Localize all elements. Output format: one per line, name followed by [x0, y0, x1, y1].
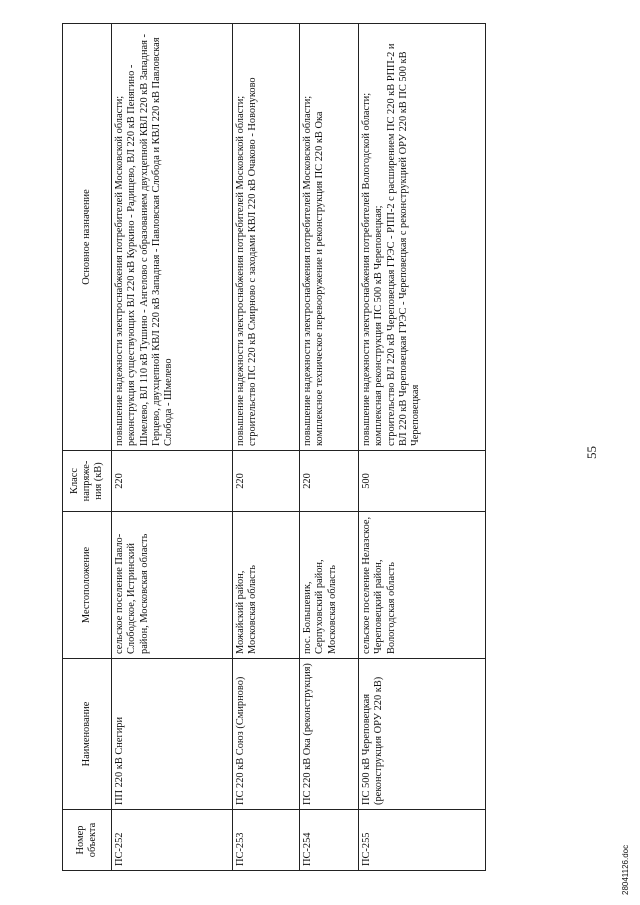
- object-number: ПС-253: [233, 810, 300, 871]
- header-voltage-class: Класс напряже-ния (кВ): [63, 451, 112, 512]
- purpose-line: строительство ВЛ 220 кВ Череповецкая ГРЭС - РПП-2 с расширением ПС 220 кВ РПП-2 и ВЛ 220 кВ Череповецкая ГРЭС - Череповецкая с реконструкцией ОРУ 220 кВ ПС 500 кВ Череповецкая: [385, 43, 422, 446]
- purpose-line: повышение надежности электроснабжения потребителей Московской области;: [114, 95, 125, 446]
- header-location: Местоположение: [63, 512, 112, 659]
- object-purpose: [233, 24, 300, 451]
- object-location: Можайский район, Московская область: [233, 512, 300, 659]
- purpose-line: комплексная реконструкция ПС 500 кВ Череповецкая;: [373, 205, 385, 446]
- page-number: 55: [584, 446, 599, 459]
- purpose-line: повышение надежности электроснабжения потребителей Вологодской области;: [361, 92, 372, 446]
- object-voltage: 220: [112, 451, 233, 512]
- object-voltage: 220: [233, 451, 300, 512]
- purpose-line: реконструкция существующих ВЛ 220 кВ Куркино - Радищево, ВЛ 220 кВ Пенягино - Шмелево, ВЛ 110 кВ Тушино - Ангелово с образованием двухцепной КВЛ 220 кВ Западная - Герцево, двухцепной КВЛ 220 кВ Западная - Павловская Слобода и КВЛ 220 кВ Павловская Слобода - Шмелево: [126, 34, 175, 446]
- purpose-line: строительство ПС 220 кВ Смирново с заходами КВЛ 220 кВ Очаково - Новонуково: [247, 77, 259, 446]
- header-name: Наименование: [63, 659, 112, 810]
- object-number: ПС-254: [300, 810, 359, 871]
- object-number: ПС-252: [112, 810, 233, 871]
- object-name: ПС 500 кВ Череповецкая (реконструкция ОРУ 220 кВ): [359, 659, 486, 810]
- object-purpose: [359, 24, 486, 451]
- table-row: [233, 24, 300, 871]
- document-id: 28041126.doc: [621, 844, 630, 895]
- object-purpose: [112, 24, 233, 451]
- objects-table: [62, 23, 486, 871]
- object-name: ПС 220 кВ Ока (реконструкция): [300, 659, 359, 810]
- purpose-line: повышение надежности электроснабжения потребителей Московской области;: [302, 95, 313, 446]
- header-purpose: Основное назначение: [63, 24, 112, 451]
- object-number: ПС-255: [359, 810, 486, 871]
- table-row: [300, 24, 359, 871]
- object-name: ПП 220 кВ Снегири: [112, 659, 233, 810]
- object-location: пос. Большевик, Серпуховский район, Московская область: [300, 512, 359, 659]
- object-voltage: 220: [300, 451, 359, 512]
- header-object-number: Номер объекта: [63, 810, 112, 871]
- table-row: [112, 24, 233, 871]
- purpose-line: повышение надежности электроснабжения потребителей Московской области;: [235, 95, 246, 446]
- object-name: ПС 220 кВ Союз (Смирново): [233, 659, 300, 810]
- purpose-line: комплексное техническое перевооружение и реконструкция ПС 220 кВ Ока: [314, 111, 326, 446]
- object-purpose: [300, 24, 359, 451]
- table-header-row: [63, 24, 112, 871]
- table-row: [359, 24, 486, 871]
- object-voltage: 500: [359, 451, 486, 512]
- object-location: сельское поселение Павло-Слободское, Истринский район, Московская область: [112, 512, 233, 659]
- object-location: сельское поселение Нелазское, Череповецкий район, Вологодская область: [359, 512, 486, 659]
